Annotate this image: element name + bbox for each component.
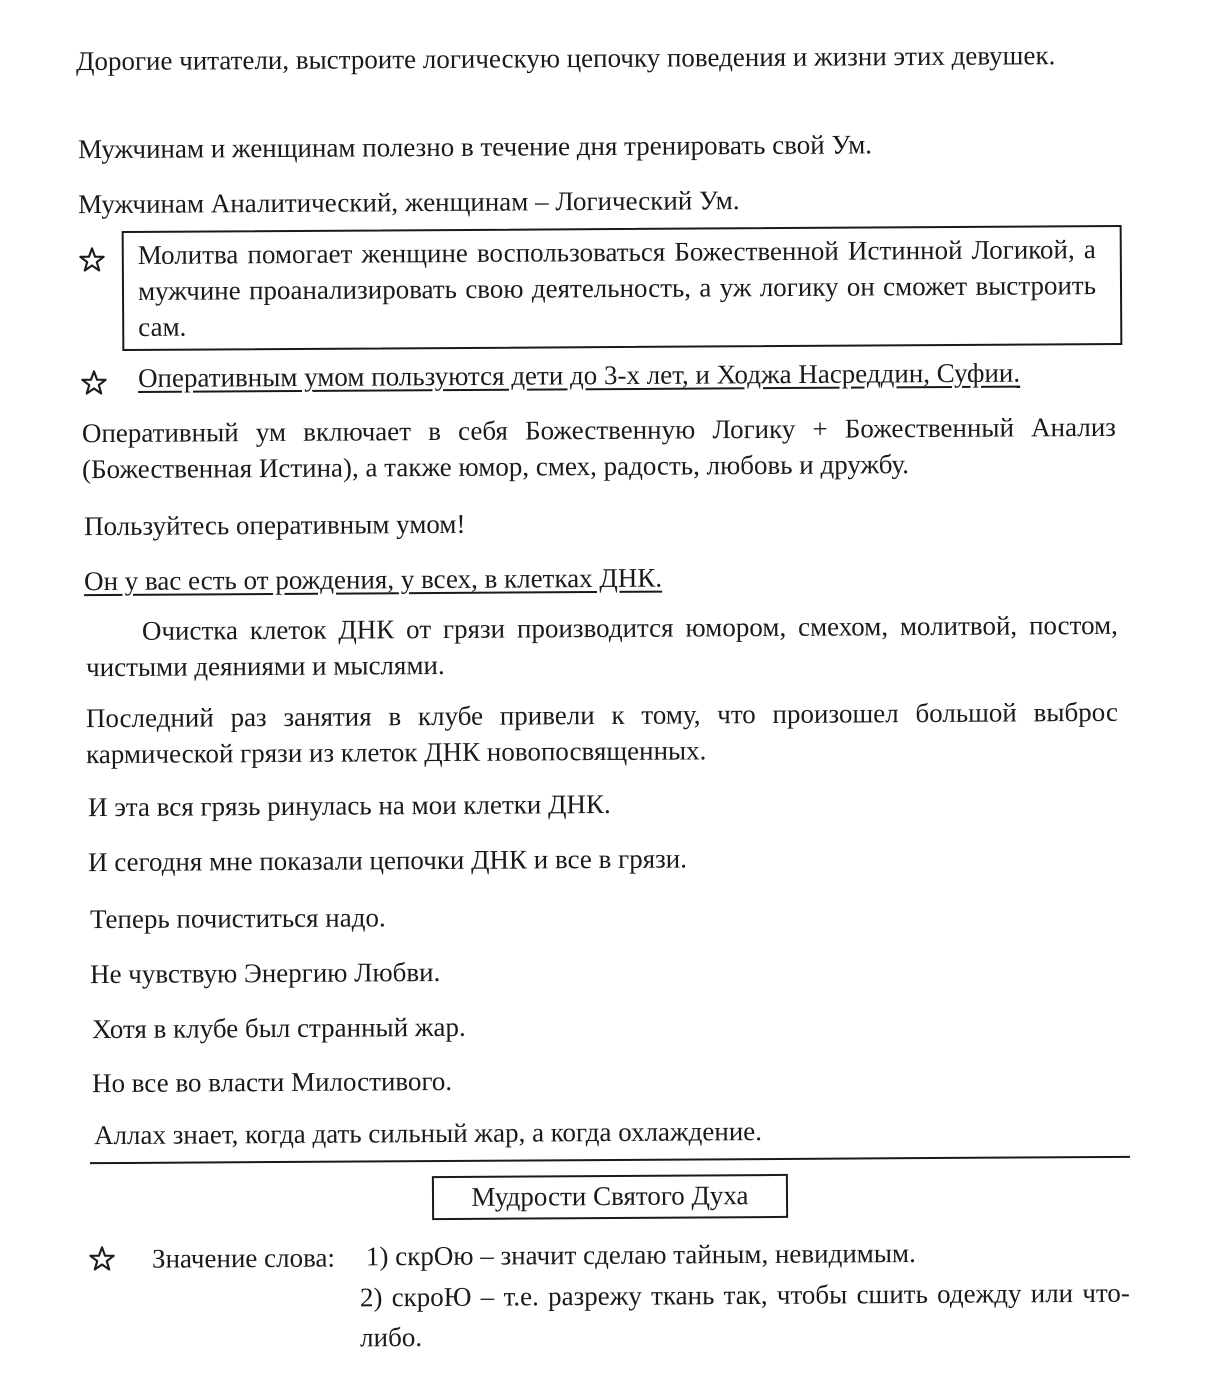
star-icon <box>78 246 106 274</box>
section-title: Мудрости Святого Духа <box>471 1180 749 1212</box>
meaning-item-1: 1) скрОю – значит сделаю тайным, невидимым. <box>365 1237 916 1272</box>
meaning-label: Значение слова: <box>151 1242 336 1274</box>
paragraph-prayer: Молитва помогает женщине воспользоваться Божественной Истинной Логикой, а мужчине проанализировать свою деятельность, а уж логику он сможет выстроить сам. <box>137 234 1097 342</box>
meaning-item-2: 2) скроЮ – т.е. разрежу ткань так, чтобы сшить одежду или что-либо. <box>359 1277 1130 1353</box>
paragraph-strange-heat: Хотя в клубе был странный жар. <box>91 1011 466 1045</box>
paragraph-dirt-rushed: И эта вся грязь ринулась на мои клетки ДНК. <box>87 788 611 823</box>
paragraph-mind-types: Мужчинам Аналитический, женщинам – Логический Ум. <box>77 185 740 220</box>
prayer-note-box <box>122 225 1123 351</box>
paragraph-merciful: Но все во власти Милостивого. <box>91 1065 453 1099</box>
section-title-box <box>432 1174 788 1220</box>
paragraph-allah-knows: Аллах знает, когда дать сильный жар, а когда охлаждение. <box>93 1116 763 1151</box>
star-icon <box>88 1245 116 1273</box>
paragraph-dna-chains: И сегодня мне показали цепочки ДНК и все в грязи. <box>87 843 688 878</box>
paragraph-operative-mind-users: Оперативным умом пользуются дети до 3-х лет, и Ходжа Насреддин, Суфии. <box>137 357 1021 393</box>
paragraph-dna-cleaning: Очистка клеток ДНК от грязи производится юмором, смехом, молитвой, постом, чистыми деяниями и мыслями. <box>86 609 1118 683</box>
paragraph-need-cleanse: Теперь почиститься надо. <box>89 902 386 935</box>
paragraph-readers: Дорогие читатели, выстроите логическую цепочку поведения и жизни этих девушек. <box>75 40 1056 77</box>
paragraph-train-mind: Мужчинам и женщинам полезно в течение дня тренировать свой Ум. <box>77 129 873 165</box>
paragraph-last-session: Последний раз занятия в клубе привели к тому, что произошел большой выброс кармической грязи из клеток ДНК новопосвященных. <box>85 696 1118 770</box>
paragraph-operative-mind-includes: Оперативный ум включает в себя Божественную Логику + Божественный Анализ (Божественная Истина), а также юмор, смех, радость, любовь и дружбу. <box>81 411 1116 485</box>
horizontal-rule <box>90 1156 1130 1164</box>
paragraph-love-energy: Не чувствую Энергию Любви. <box>89 957 441 990</box>
star-icon <box>80 369 108 397</box>
paragraph-use-operative-mind: Пользуйтесь оперативным умом! <box>83 508 466 542</box>
paragraph-from-birth: Он у вас есть от рождения, у всех, в клетках ДНК. <box>83 562 663 597</box>
